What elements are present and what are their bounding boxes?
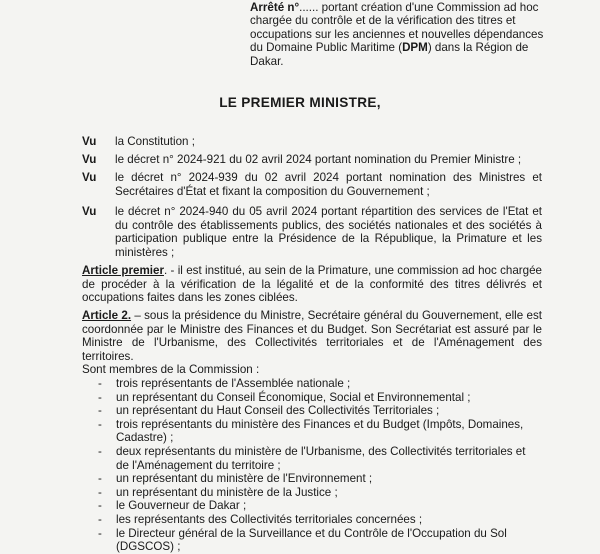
vu-item-1 bbox=[82, 153, 542, 167]
article-2-title: Article 2. bbox=[82, 309, 132, 322]
vu-text: le décret n° 2024-939 du 02 avril 2024 portant nomination des Ministres et Secrétaires d'État et fixant la composition du Gouvernement ; bbox=[115, 171, 542, 198]
decree-header-text-2: ) dans la Région de Dakar. bbox=[250, 41, 529, 68]
vu-label: Vu bbox=[82, 205, 97, 218]
list-item: - deux représentants du ministère de l'Urbanisme, des Collectivités territoriales et de l'Aménagement du territoire ; bbox=[98, 444, 526, 472]
members-heading: Sont membres de la Commission : bbox=[82, 363, 260, 376]
list-item: - un représentant du ministère de l'Environnement ; bbox=[98, 472, 373, 486]
vu-item-2 bbox=[82, 171, 542, 198]
vu-label: Vu bbox=[82, 171, 97, 184]
decree-number-label: Arrêté n° bbox=[250, 1, 300, 14]
vu-text: la Constitution ; bbox=[115, 135, 195, 148]
members-list bbox=[98, 377, 538, 554]
list-item: - le Directeur général de la Surveillance et du Contrôle de l'Occupation du Sol (DGSCOS) ; bbox=[98, 526, 507, 554]
vu-item-0 bbox=[82, 135, 542, 149]
list-item: - le Gouverneur de Dakar ; bbox=[98, 499, 247, 513]
vu-text: le décret n° 2024-921 du 02 avril 2024 portant nomination du Premier Ministre ; bbox=[115, 153, 522, 166]
list-item: - trois représentants du ministère des Finances et du Budget (Impôts, Domaines, Cadastre) ; bbox=[98, 417, 524, 445]
document-title: LE PREMIER MINISTRE, bbox=[219, 95, 381, 110]
article-2 bbox=[82, 309, 542, 363]
vu-label: Vu bbox=[82, 135, 97, 148]
vu-text: le décret n° 2024-940 du 05 avril 2024 portant répartition des services de l'Etat et du contrôle des établissements publics, des sociétés nationales et des sociétés à participation publique entre la Présidence de la République, la Primature et les ministères ; bbox=[115, 205, 542, 259]
article-2-text: – sous la présidence du Ministre, Secrétaire général du Gouvernement, elle est coordonnée par le Ministre des Finances et du Budget. Son Secrétariat est assuré par le Ministre de l'Urbanisme, des Collectivités territoriales et de l'Aménagement des territoires. bbox=[82, 309, 542, 363]
decree-header bbox=[250, 1, 550, 68]
list-item: - un représentant du ministère de la Justice ; bbox=[98, 485, 338, 499]
article-premier bbox=[82, 264, 542, 305]
decree-header-text-1: ...... portant création d'une Commission ad hoc chargée du contrôle et de la vérification des titres et occupations sur les anciennes et nouvelles dépendances du Domaine Public Maritime ( bbox=[250, 1, 544, 55]
dpm-abbreviation: DPM bbox=[402, 41, 428, 55]
list-item: - un représentant du Conseil Économique, Social et Environnemental ; bbox=[98, 390, 471, 404]
list-item: - les représentants des Collectivités territoriales concernées ; bbox=[98, 512, 423, 526]
vu-label: Vu bbox=[82, 153, 97, 166]
vu-item-3 bbox=[82, 205, 542, 259]
article-premier-title: Article premier bbox=[82, 264, 164, 277]
list-item: - un représentant du Haut Conseil des Collectivités Territoriales ; bbox=[98, 404, 440, 418]
article-premier-text: . - il est institué, au sein de la Primature, une commission ad hoc chargée de procéder à la vérification de la légalité et de la conformité des titres délivrés et occupations faites dans les zones ciblées. bbox=[82, 264, 542, 305]
list-item: - trois représentants de l'Assemblée nationale ; bbox=[98, 377, 351, 390]
